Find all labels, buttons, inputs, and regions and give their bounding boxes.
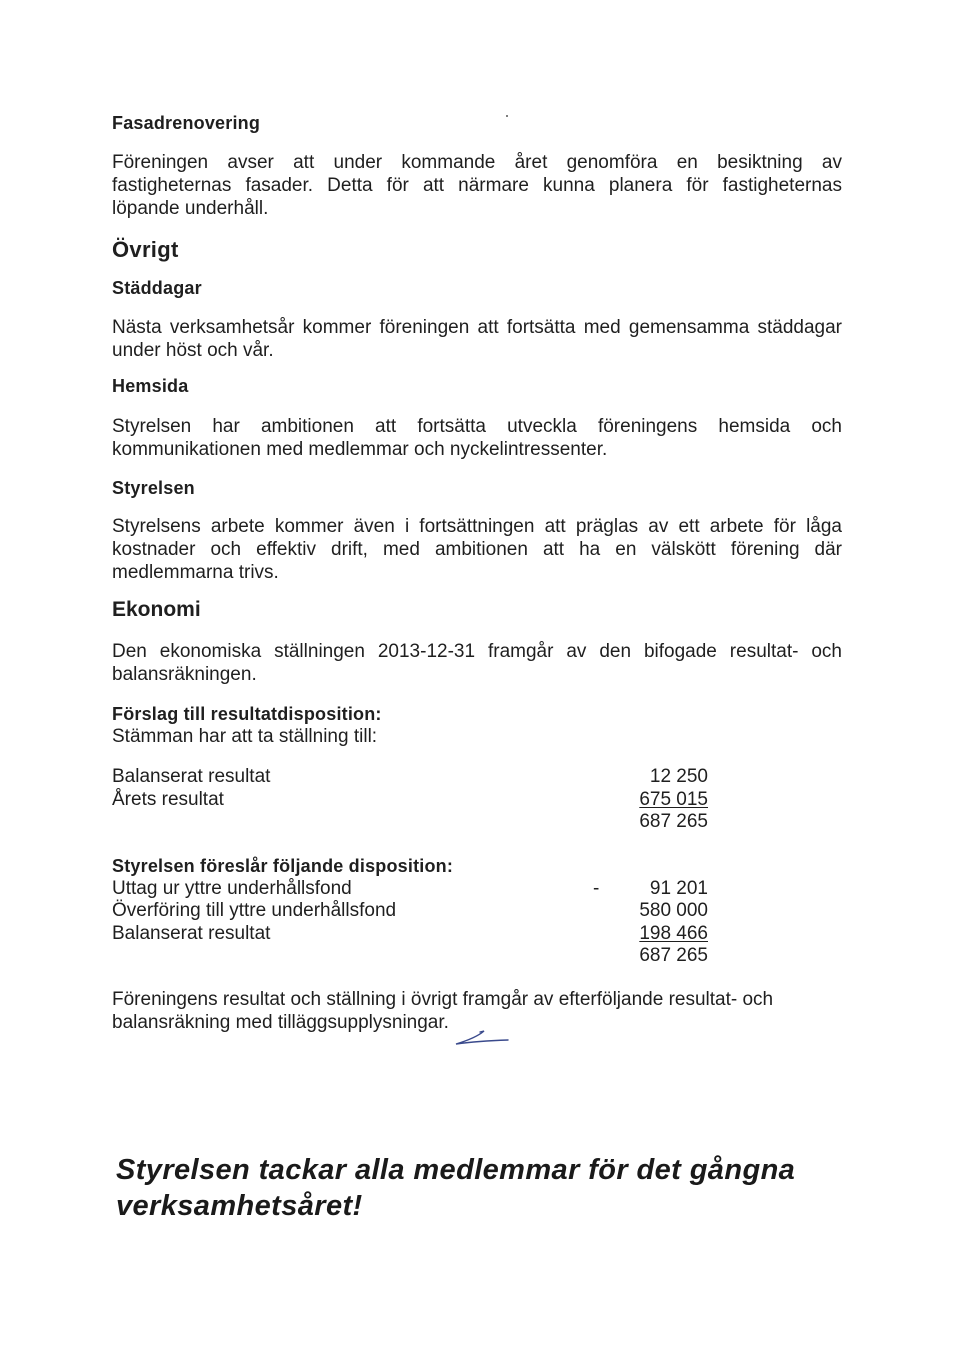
paragraph-line: under höst och vår. [112,340,274,361]
proposal-row-value: 12 250 [649,766,708,787]
paragraph-line: Den ekonomiska ställningen 2013-12-31 framgår av den bifogade resultat- och [112,641,842,662]
disposition-row-label: Balanserat resultat [112,923,271,944]
paragraph-styrelsen [112,515,842,584]
disposition-total: 687 265 [639,945,708,966]
paragraph-line: kommunikationen med medlemmar och nyckelintressenter. [112,439,608,460]
footer-text-line: Föreningens resultat och ställning i övrigt framgår av efterföljande resultat- och [112,989,774,1010]
heading-staddagar: Städdagar [112,278,202,298]
paragraph-hemsida [112,415,842,461]
paragraph-line: medlemmarna trivs. [112,562,279,583]
disposition-row-sign: - [593,878,600,899]
disposition-row-value: 198 466 [639,923,708,944]
paragraph-fasadrenovering [112,151,842,220]
disposition-row-label: Uttag ur yttre underhållsfond [112,878,352,899]
proposal-row-label: Balanserat resultat [112,766,271,787]
paragraph-line: Styrelsens arbete kommer även i fortsättningen att präglas av ett arbete för låga [112,516,842,537]
paragraph-line: löpande underhåll. [112,198,269,219]
closing-line: Styrelsen tackar alla medlemmar för det gångna [116,1154,796,1186]
heading-hemsida: Hemsida [112,376,189,396]
proposal-row-value: 675 015 [639,789,708,810]
paragraph-line: balansräkningen. [112,664,257,685]
paragraph-staddagar [112,316,842,362]
paragraph-line: Föreningen avser att under kommande året genomföra en besiktning av [112,152,842,173]
paragraph-line: Styrelsen har ambitionen att fortsätta utveckla föreningens hemsida och [112,416,842,437]
paragraph-line: kostnader och effektiv drift, med ambitionen att ha en välskött förening där [112,539,842,560]
disposition-row-value: 580 000 [639,900,708,921]
heading-styrelsen: Styrelsen [112,478,195,498]
disposition-row-label: Överföring till yttre underhållsfond [112,900,397,921]
heading-disposition: Styrelsen föreslår följande disposition: [112,856,454,876]
paragraph-ekonomi [112,640,842,686]
disposition-row-value: 91 201 [649,878,708,899]
scan-speck [506,115,508,117]
heading-forslag: Förslag till resultatdisposition: [112,704,382,724]
initials-signature-mark [450,1024,514,1048]
heading-fasadrenovering: Fasadrenovering [112,113,261,133]
proposal-row-label: Årets resultat [112,789,224,810]
paragraph-line: Nästa verksamhetsår kommer föreningen att fortsätta med gemensamma städdagar [112,317,842,338]
closing-line: verksamhetsåret! [116,1190,363,1222]
proposal-total: 687 265 [639,811,708,832]
footer-text-line: balansräkning med tilläggsupplysningar. [112,1012,449,1033]
heading-ovrigt: Övrigt [112,237,179,262]
proposal-intro: Stämman har att ta ställning till: [112,726,378,747]
paragraph-line: fastigheternas fasader. Detta för att närmare kunna planera för fastigheternas [112,175,842,196]
heading-ekonomi: Ekonomi [112,598,201,621]
